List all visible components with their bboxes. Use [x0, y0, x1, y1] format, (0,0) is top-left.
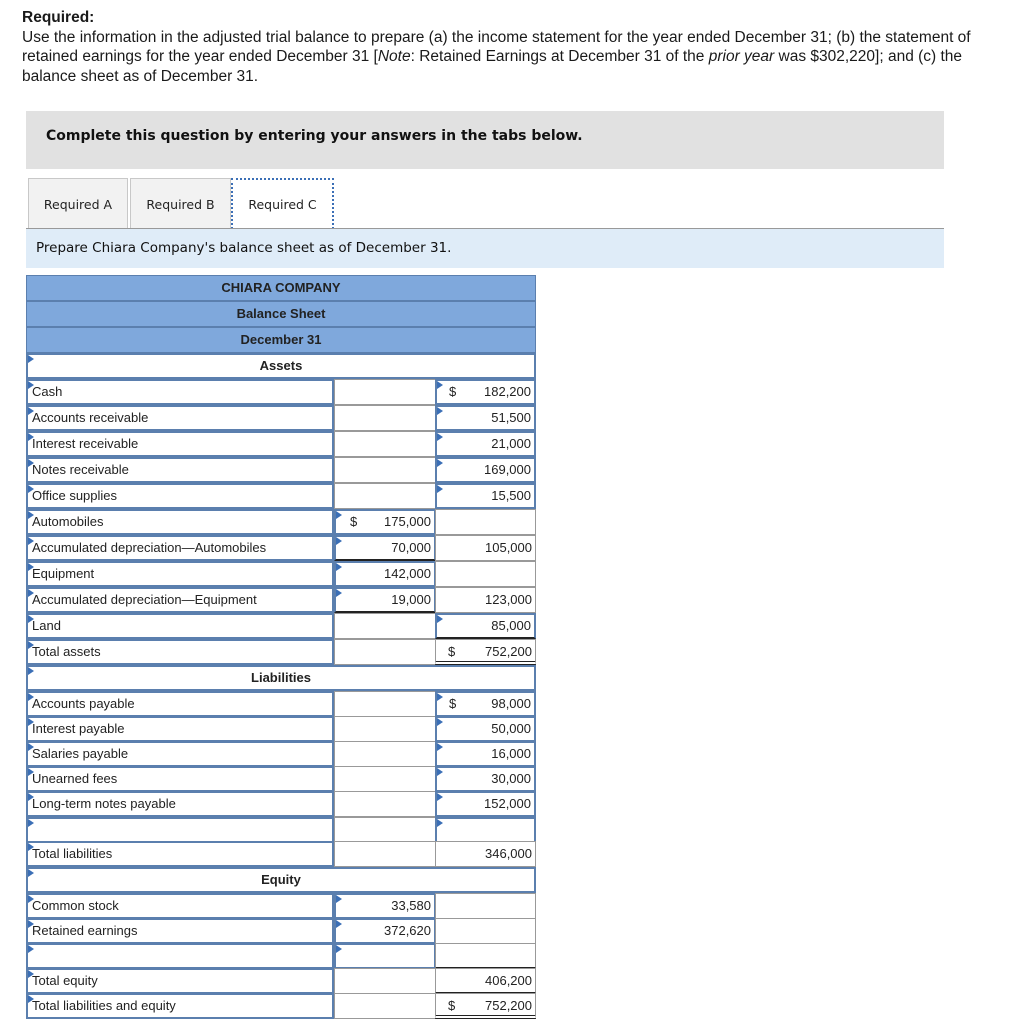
- amount-value: 752,200: [485, 998, 532, 1013]
- account-label-input[interactable]: [26, 509, 334, 535]
- section-assets-header[interactable]: [26, 353, 536, 379]
- amount-mid-input[interactable]: [334, 893, 436, 919]
- input-marker-icon: [28, 407, 34, 415]
- account-label-input[interactable]: [26, 918, 334, 944]
- amount-right: [435, 587, 536, 613]
- account-label-input[interactable]: [26, 993, 334, 1019]
- input-marker-icon: [28, 768, 34, 776]
- prior-year-text: prior year: [708, 48, 775, 65]
- amount-mid: [334, 457, 436, 483]
- amount-right-input[interactable]: [435, 613, 536, 639]
- input-marker-icon: [28, 718, 34, 726]
- amount-mid: [334, 379, 436, 405]
- account-label-input[interactable]: [26, 766, 334, 792]
- amount-mid-input[interactable]: [334, 535, 436, 561]
- input-marker-icon: [28, 615, 34, 623]
- amount-right-input[interactable]: [435, 483, 536, 509]
- amount-right-input[interactable]: [435, 691, 536, 717]
- statement-date: December 31: [26, 327, 536, 353]
- input-marker-icon: [437, 743, 443, 751]
- amount-value: 105,000: [485, 540, 532, 555]
- label-text: Total assets: [32, 644, 101, 659]
- input-marker-icon: [28, 667, 34, 675]
- account-label-input[interactable]: [26, 968, 334, 994]
- question-text-1: Use the information in the adjusted trial balance to prepare (a) the income statement for the year ended December 31; (b) the statement of retained earnings for the year ended December 31 [: [22, 28, 971, 65]
- amount-value: 21,000: [491, 436, 531, 451]
- input-marker-icon: [28, 945, 34, 953]
- amount-value: 51,500: [491, 410, 531, 425]
- amount-value: 175,000: [384, 514, 431, 529]
- dollar-sign: $: [350, 514, 358, 529]
- account-label-input[interactable]: [26, 561, 334, 587]
- label-text: Interest receivable: [32, 436, 139, 451]
- input-marker-icon: [437, 693, 443, 701]
- input-marker-icon: [336, 589, 342, 597]
- input-marker-icon: [28, 895, 34, 903]
- table-row-accounts-receivable: [26, 405, 536, 431]
- amount-mid: [334, 968, 436, 994]
- label-text: Total liabilities: [32, 846, 113, 861]
- input-marker-icon: [28, 563, 34, 571]
- amount-mid: [334, 791, 436, 817]
- input-marker-icon: [437, 615, 443, 623]
- input-marker-icon: [28, 537, 34, 545]
- input-marker-icon: [28, 920, 34, 928]
- input-marker-icon: [28, 793, 34, 801]
- amount-right-input[interactable]: [435, 817, 536, 843]
- amount-mid: [334, 716, 436, 742]
- account-label-input[interactable]: [26, 791, 334, 817]
- input-marker-icon: [437, 433, 443, 441]
- amount-value: 406,200: [485, 973, 532, 988]
- table-row-retained-earnings: [26, 918, 536, 944]
- amount-value: 85,000: [491, 618, 531, 633]
- amount-value: 182,200: [484, 384, 531, 399]
- table-row-salaries-payable: [26, 741, 536, 767]
- dollar-sign: $: [448, 644, 456, 659]
- amount-right-input[interactable]: [435, 741, 536, 767]
- account-label-input[interactable]: [26, 741, 334, 767]
- input-marker-icon: [437, 407, 443, 415]
- amount-right-input[interactable]: [435, 766, 536, 792]
- account-label-input[interactable]: [26, 379, 334, 405]
- section-assets-label: Assets: [259, 358, 303, 373]
- dollar-sign: $: [449, 696, 457, 711]
- label-text: Total liabilities and equity: [32, 998, 176, 1013]
- table-row-accum-dep-equipment: [26, 587, 536, 613]
- amount-value: 30,000: [491, 771, 531, 786]
- amount-right-input[interactable]: [435, 791, 536, 817]
- dollar-sign: $: [448, 998, 456, 1013]
- table-row-long-term-notes-payable: [26, 791, 536, 817]
- amount-mid-input[interactable]: [334, 509, 436, 535]
- statement-title: Balance Sheet: [26, 301, 536, 327]
- amount-value: 152,000: [484, 796, 531, 811]
- amount-value: 752,200: [485, 644, 532, 659]
- amount-mid: [334, 639, 436, 665]
- input-marker-icon: [28, 970, 34, 978]
- section-equity-header[interactable]: [26, 867, 536, 893]
- input-marker-icon: [28, 641, 34, 649]
- table-row-interest-receivable: [26, 431, 536, 457]
- input-marker-icon: [437, 459, 443, 467]
- account-label-input[interactable]: [26, 893, 334, 919]
- amount-mid: [334, 817, 436, 843]
- question-text-3: was $302,220]; and (c) the balance sheet as of December 31.: [22, 48, 963, 85]
- amount-value: 19,000: [391, 592, 431, 607]
- input-marker-icon: [437, 819, 443, 827]
- amount-right-total: [435, 993, 536, 1019]
- amount-right-input[interactable]: [435, 431, 536, 457]
- instruction-text: Prepare Chiara Company's balance sheet as of December 31.: [36, 240, 452, 256]
- input-marker-icon: [336, 563, 342, 571]
- account-label-input[interactable]: [26, 639, 334, 665]
- table-row-accounts-payable: [26, 691, 536, 717]
- label-text: Unearned fees: [32, 771, 118, 786]
- account-label-input[interactable]: [26, 841, 334, 867]
- amount-mid-input[interactable]: [334, 561, 436, 587]
- table-row-empty-equity: [26, 943, 536, 969]
- amount-value: 98,000: [491, 696, 531, 711]
- question-text: [22, 28, 982, 87]
- input-marker-icon: [28, 511, 34, 519]
- amount-value: 50,000: [491, 721, 531, 736]
- amount-mid: [334, 405, 436, 431]
- banner-text: Complete this question by entering your answers in the tabs below.: [46, 128, 583, 144]
- input-marker-icon: [28, 485, 34, 493]
- label-text: Accounts payable: [32, 696, 135, 711]
- account-label-input[interactable]: [26, 431, 334, 457]
- amount-mid: [334, 483, 436, 509]
- amount-right-input[interactable]: [435, 379, 536, 405]
- table-row-cash: [26, 379, 536, 405]
- amount-value: 33,580: [391, 898, 431, 913]
- amount-value: 16,000: [491, 746, 531, 761]
- table-row-accum-dep-automobiles: [26, 535, 536, 561]
- amount-mid: [334, 431, 436, 457]
- account-label-input[interactable]: [26, 613, 334, 639]
- input-marker-icon: [336, 511, 342, 519]
- label-text: Common stock: [32, 898, 119, 913]
- question-prompt: [22, 8, 982, 86]
- amount-right: [435, 535, 536, 561]
- label-text: Cash: [32, 384, 63, 399]
- input-marker-icon: [28, 381, 34, 389]
- table-row-total-liabilities: [26, 841, 536, 867]
- input-marker-icon: [437, 793, 443, 801]
- input-marker-icon: [28, 995, 34, 1003]
- amount-value: 346,000: [485, 846, 532, 861]
- input-marker-icon: [28, 819, 34, 827]
- account-label-input[interactable]: [26, 457, 334, 483]
- input-marker-icon: [28, 459, 34, 467]
- amount-right: [435, 918, 536, 944]
- amount-mid: [334, 766, 436, 792]
- amount-right: [435, 509, 536, 535]
- amount-right: [435, 943, 536, 969]
- tab-required-b[interactable]: Required B: [130, 178, 231, 229]
- table-row-total-assets: [26, 639, 536, 665]
- amount-right: [435, 893, 536, 919]
- input-marker-icon: [437, 485, 443, 493]
- table-row-land: [26, 613, 536, 639]
- input-marker-icon: [437, 381, 443, 389]
- account-label-input[interactable]: [26, 943, 334, 969]
- table-row-unearned-fees: [26, 766, 536, 792]
- note-label: Note: [377, 48, 411, 65]
- amount-right-input[interactable]: [435, 716, 536, 742]
- table-row-automobiles: [26, 509, 536, 535]
- input-marker-icon: [336, 945, 342, 953]
- section-liabilities-header[interactable]: [26, 665, 536, 691]
- amount-right-total: [435, 639, 536, 665]
- label-text: Total equity: [32, 973, 98, 988]
- label-text: Equipment: [32, 566, 95, 581]
- input-marker-icon: [437, 768, 443, 776]
- account-label-input[interactable]: [26, 483, 334, 509]
- input-marker-icon: [28, 433, 34, 441]
- label-text: Accumulated depreciation—Automobiles: [32, 540, 267, 555]
- tab-bar: [28, 178, 334, 229]
- input-marker-icon: [336, 920, 342, 928]
- label-text: Notes receivable: [32, 462, 129, 477]
- account-label-input[interactable]: [26, 587, 334, 613]
- amount-value: 70,000: [391, 540, 431, 555]
- table-row-total-equity: [26, 968, 536, 994]
- tab-required-c[interactable]: Required C: [231, 178, 334, 229]
- amount-mid: [334, 691, 436, 717]
- table-row-empty-liability: [26, 817, 536, 843]
- label-text: Salaries payable: [32, 746, 129, 761]
- input-marker-icon: [28, 743, 34, 751]
- input-marker-icon: [336, 537, 342, 545]
- account-label-input[interactable]: [26, 817, 334, 843]
- amount-mid-input[interactable]: [334, 943, 436, 969]
- section-liabilities-label: Liabilities: [251, 670, 311, 685]
- amount-mid: [334, 613, 436, 639]
- amount-mid: [334, 841, 436, 867]
- input-marker-icon: [28, 843, 34, 851]
- table-row-office-supplies: [26, 483, 536, 509]
- amount-value: 142,000: [384, 566, 431, 581]
- amount-mid: [334, 741, 436, 767]
- account-label-input[interactable]: [26, 535, 334, 561]
- amount-right-total: [435, 968, 536, 994]
- amount-value: 372,620: [384, 923, 431, 938]
- instructions-banner: [26, 111, 944, 169]
- label-text: Land: [32, 618, 61, 633]
- label-text: Retained earnings: [32, 923, 138, 938]
- amount-value: 123,000: [485, 592, 532, 607]
- table-row-common-stock: [26, 893, 536, 919]
- amount-value: 15,500: [491, 488, 531, 503]
- account-label-input[interactable]: [26, 405, 334, 431]
- input-marker-icon: [28, 355, 34, 363]
- account-label-input[interactable]: [26, 716, 334, 742]
- amount-mid-input[interactable]: [334, 918, 436, 944]
- company-name: CHIARA COMPANY: [26, 275, 536, 301]
- amount-mid: [334, 993, 436, 1019]
- amount-value: 169,000: [484, 462, 531, 477]
- amount-right: [435, 561, 536, 587]
- label-text: Accounts receivable: [32, 410, 149, 425]
- amount-right-total: [435, 841, 536, 867]
- instruction-bar: [26, 229, 944, 268]
- input-marker-icon: [28, 693, 34, 701]
- dollar-sign: $: [449, 384, 457, 399]
- input-marker-icon: [437, 718, 443, 726]
- tab-required-a[interactable]: Required A: [28, 178, 128, 229]
- table-row-notes-receivable: [26, 457, 536, 483]
- label-text: Interest payable: [32, 721, 125, 736]
- amount-mid-input[interactable]: [334, 587, 436, 613]
- table-row-equipment: [26, 561, 536, 587]
- table-row-total-liabilities-equity: [26, 993, 536, 1019]
- input-marker-icon: [28, 589, 34, 597]
- amount-right-input[interactable]: [435, 405, 536, 431]
- input-marker-icon: [28, 869, 34, 877]
- label-text: Automobiles: [32, 514, 104, 529]
- account-label-input[interactable]: [26, 691, 334, 717]
- question-text-2: : Retained Earnings at December 31 of the: [410, 48, 709, 65]
- amount-right-input[interactable]: [435, 457, 536, 483]
- label-text: Long-term notes payable: [32, 796, 176, 811]
- required-heading: Required:: [22, 9, 95, 26]
- label-text: Office supplies: [32, 488, 118, 503]
- table-row-interest-payable: [26, 716, 536, 742]
- section-equity-label: Equity: [261, 872, 301, 887]
- input-marker-icon: [336, 895, 342, 903]
- label-text: Accumulated depreciation—Equipment: [32, 592, 257, 607]
